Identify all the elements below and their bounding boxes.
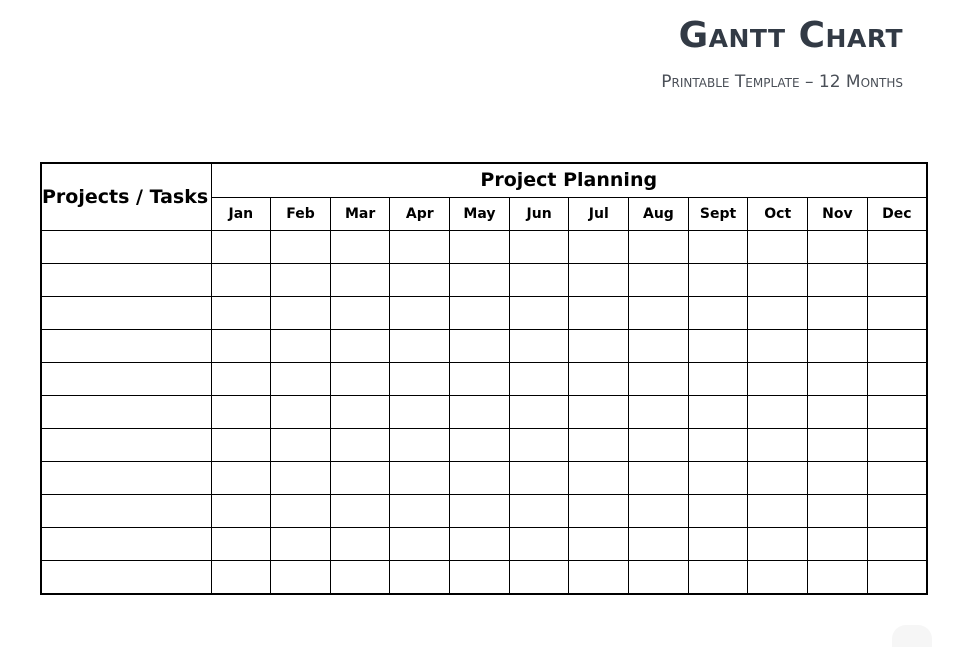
- task-row: [41, 264, 927, 297]
- month-cell-feb[interactable]: [271, 561, 331, 595]
- month-cell-oct[interactable]: [748, 396, 808, 429]
- month-cell-may[interactable]: [450, 528, 510, 561]
- month-cell-mar[interactable]: [330, 561, 390, 595]
- month-cell-aug[interactable]: [629, 363, 689, 396]
- month-cell-sept[interactable]: [688, 396, 748, 429]
- task-name-cell[interactable]: [41, 330, 211, 363]
- document-title: Gantt Chart: [678, 15, 903, 56]
- task-row: [41, 495, 927, 528]
- month-cell-jun[interactable]: [509, 363, 569, 396]
- month-cell-oct[interactable]: [748, 528, 808, 561]
- month-cell-dec[interactable]: [867, 561, 927, 595]
- month-cell-jan[interactable]: [211, 264, 271, 297]
- month-cell-dec[interactable]: [867, 396, 927, 429]
- month-cell-sept[interactable]: [688, 297, 748, 330]
- month-cell-may[interactable]: [450, 297, 510, 330]
- month-cell-oct[interactable]: [748, 429, 808, 462]
- month-cell-jan[interactable]: [211, 363, 271, 396]
- month-header-may: May: [450, 197, 510, 231]
- month-cell-jan[interactable]: [211, 528, 271, 561]
- month-cell-dec[interactable]: [867, 462, 927, 495]
- month-cell-sept[interactable]: [688, 462, 748, 495]
- month-cell-jan[interactable]: [211, 495, 271, 528]
- month-cell-may[interactable]: [450, 495, 510, 528]
- month-cell-aug[interactable]: [629, 330, 689, 363]
- task-row: [41, 231, 927, 264]
- month-cell-aug[interactable]: [629, 462, 689, 495]
- month-cell-mar[interactable]: [330, 363, 390, 396]
- month-cell-dec[interactable]: [867, 495, 927, 528]
- month-cell-sept[interactable]: [688, 363, 748, 396]
- month-cell-jul[interactable]: [569, 429, 629, 462]
- month-cell-sept[interactable]: [688, 495, 748, 528]
- document-subtitle: Printable Template – 12 Months: [661, 72, 903, 92]
- month-cell-jul[interactable]: [569, 528, 629, 561]
- month-cell-feb[interactable]: [271, 231, 331, 264]
- month-cell-oct[interactable]: [748, 231, 808, 264]
- month-cell-jan[interactable]: [211, 396, 271, 429]
- corner-watermark: [892, 625, 932, 647]
- task-row: [41, 528, 927, 561]
- month-cell-dec[interactable]: [867, 429, 927, 462]
- month-cell-oct[interactable]: [748, 495, 808, 528]
- month-cell-feb[interactable]: [271, 462, 331, 495]
- month-cell-sept[interactable]: [688, 429, 748, 462]
- month-cell-dec[interactable]: [867, 231, 927, 264]
- project-planning-header: Project Planning: [211, 163, 927, 197]
- month-cell-oct[interactable]: [748, 462, 808, 495]
- month-cell-oct[interactable]: [748, 297, 808, 330]
- month-cell-oct[interactable]: [748, 561, 808, 595]
- task-name-cell[interactable]: [41, 561, 211, 595]
- month-cell-dec[interactable]: [867, 528, 927, 561]
- task-name-cell[interactable]: [41, 429, 211, 462]
- month-cell-apr[interactable]: [390, 396, 450, 429]
- month-cell-mar[interactable]: [330, 231, 390, 264]
- month-cell-nov[interactable]: [808, 528, 868, 561]
- month-cell-oct[interactable]: [748, 363, 808, 396]
- task-row: [41, 561, 927, 595]
- month-header-jul: Jul: [569, 197, 629, 231]
- month-cell-sept[interactable]: [688, 561, 748, 595]
- month-cell-jul[interactable]: [569, 561, 629, 595]
- month-cell-feb[interactable]: [271, 495, 331, 528]
- month-cell-jun[interactable]: [509, 429, 569, 462]
- month-cell-feb[interactable]: [271, 330, 331, 363]
- month-cell-may[interactable]: [450, 363, 510, 396]
- month-cell-feb[interactable]: [271, 363, 331, 396]
- month-cell-apr[interactable]: [390, 495, 450, 528]
- month-cell-feb[interactable]: [271, 396, 331, 429]
- month-cell-jun[interactable]: [509, 264, 569, 297]
- month-cell-mar[interactable]: [330, 429, 390, 462]
- month-cell-dec[interactable]: [867, 264, 927, 297]
- month-cell-feb[interactable]: [271, 429, 331, 462]
- month-cell-apr[interactable]: [390, 330, 450, 363]
- month-cell-aug[interactable]: [629, 528, 689, 561]
- task-name-cell[interactable]: [41, 264, 211, 297]
- month-header-oct: Oct: [748, 197, 808, 231]
- month-cell-feb[interactable]: [271, 297, 331, 330]
- month-cell-apr[interactable]: [390, 561, 450, 595]
- month-cell-jan[interactable]: [211, 462, 271, 495]
- month-cell-apr[interactable]: [390, 264, 450, 297]
- month-cell-mar[interactable]: [330, 264, 390, 297]
- month-cell-feb[interactable]: [271, 528, 331, 561]
- month-cell-nov[interactable]: [808, 462, 868, 495]
- month-cell-may[interactable]: [450, 264, 510, 297]
- task-name-cell[interactable]: [41, 528, 211, 561]
- month-cell-jan[interactable]: [211, 561, 271, 595]
- month-cell-nov[interactable]: [808, 561, 868, 595]
- month-cell-aug[interactable]: [629, 429, 689, 462]
- month-cell-apr[interactable]: [390, 363, 450, 396]
- month-header-mar: Mar: [330, 197, 390, 231]
- month-cell-nov[interactable]: [808, 297, 868, 330]
- month-cell-sept[interactable]: [688, 264, 748, 297]
- month-cell-may[interactable]: [450, 396, 510, 429]
- month-cell-nov[interactable]: [808, 396, 868, 429]
- task-name-cell[interactable]: [41, 363, 211, 396]
- month-cell-sept[interactable]: [688, 330, 748, 363]
- month-cell-aug[interactable]: [629, 264, 689, 297]
- task-row: [41, 396, 927, 429]
- gantt-table: [40, 162, 928, 595]
- month-cell-jul[interactable]: [569, 495, 629, 528]
- month-header-apr: Apr: [390, 197, 450, 231]
- month-cell-may[interactable]: [450, 561, 510, 595]
- month-cell-may[interactable]: [450, 231, 510, 264]
- task-name-cell[interactable]: [41, 495, 211, 528]
- month-cell-nov[interactable]: [808, 495, 868, 528]
- task-name-cell[interactable]: [41, 462, 211, 495]
- month-cell-jun[interactable]: [509, 495, 569, 528]
- task-name-cell[interactable]: [41, 231, 211, 264]
- task-row: [41, 363, 927, 396]
- month-cell-aug[interactable]: [629, 495, 689, 528]
- month-cell-mar[interactable]: [330, 297, 390, 330]
- month-cell-jun[interactable]: [509, 297, 569, 330]
- month-cell-jun[interactable]: [509, 561, 569, 595]
- month-cell-dec[interactable]: [867, 330, 927, 363]
- month-cell-apr[interactable]: [390, 528, 450, 561]
- month-cell-jun[interactable]: [509, 396, 569, 429]
- month-cell-sept[interactable]: [688, 528, 748, 561]
- month-cell-aug[interactable]: [629, 396, 689, 429]
- task-row: [41, 429, 927, 462]
- month-cell-jan[interactable]: [211, 231, 271, 264]
- month-cell-jul[interactable]: [569, 231, 629, 264]
- month-header-sept: Sept: [688, 197, 748, 231]
- month-cell-aug[interactable]: [629, 561, 689, 595]
- month-cell-mar[interactable]: [330, 495, 390, 528]
- task-name-cell[interactable]: [41, 396, 211, 429]
- month-cell-jun[interactable]: [509, 462, 569, 495]
- month-cell-may[interactable]: [450, 429, 510, 462]
- month-cell-jun[interactable]: [509, 231, 569, 264]
- month-header-jun: Jun: [509, 197, 569, 231]
- month-header-nov: Nov: [808, 197, 868, 231]
- task-row: [41, 462, 927, 495]
- month-cell-may[interactable]: [450, 330, 510, 363]
- month-cell-jul[interactable]: [569, 363, 629, 396]
- month-cell-jan[interactable]: [211, 297, 271, 330]
- month-cell-jul[interactable]: [569, 396, 629, 429]
- task-name-cell[interactable]: [41, 297, 211, 330]
- task-row: [41, 330, 927, 363]
- month-cell-sept[interactable]: [688, 231, 748, 264]
- month-cell-jan[interactable]: [211, 330, 271, 363]
- month-header-jan: Jan: [211, 197, 271, 231]
- month-cell-jun[interactable]: [509, 330, 569, 363]
- month-cell-apr[interactable]: [390, 231, 450, 264]
- month-cell-jun[interactable]: [509, 528, 569, 561]
- month-cell-aug[interactable]: [629, 231, 689, 264]
- month-cell-mar[interactable]: [330, 528, 390, 561]
- month-cell-nov[interactable]: [808, 231, 868, 264]
- month-cell-nov[interactable]: [808, 363, 868, 396]
- month-cell-dec[interactable]: [867, 297, 927, 330]
- month-cell-jan[interactable]: [211, 429, 271, 462]
- month-cell-nov[interactable]: [808, 429, 868, 462]
- month-cell-may[interactable]: [450, 462, 510, 495]
- month-cell-nov[interactable]: [808, 330, 868, 363]
- month-cell-mar[interactable]: [330, 462, 390, 495]
- title-block: [661, 14, 903, 92]
- month-header-aug: Aug: [629, 197, 689, 231]
- month-header-dec: Dec: [867, 197, 927, 231]
- month-cell-mar[interactable]: [330, 396, 390, 429]
- month-cell-jul[interactable]: [569, 330, 629, 363]
- gantt-body: [41, 231, 927, 595]
- header-row-top: [41, 163, 927, 197]
- tasks-column-header: Projects / Tasks: [41, 163, 211, 231]
- month-header-feb: Feb: [271, 197, 331, 231]
- month-cell-jul[interactable]: [569, 297, 629, 330]
- month-cell-nov[interactable]: [808, 264, 868, 297]
- task-row: [41, 297, 927, 330]
- month-cell-jul[interactable]: [569, 264, 629, 297]
- month-cell-jul[interactable]: [569, 462, 629, 495]
- month-cell-feb[interactable]: [271, 264, 331, 297]
- month-cell-oct[interactable]: [748, 330, 808, 363]
- month-cell-apr[interactable]: [390, 462, 450, 495]
- month-cell-mar[interactable]: [330, 330, 390, 363]
- month-cell-apr[interactable]: [390, 297, 450, 330]
- month-cell-dec[interactable]: [867, 363, 927, 396]
- month-cell-aug[interactable]: [629, 297, 689, 330]
- month-cell-oct[interactable]: [748, 264, 808, 297]
- month-cell-apr[interactable]: [390, 429, 450, 462]
